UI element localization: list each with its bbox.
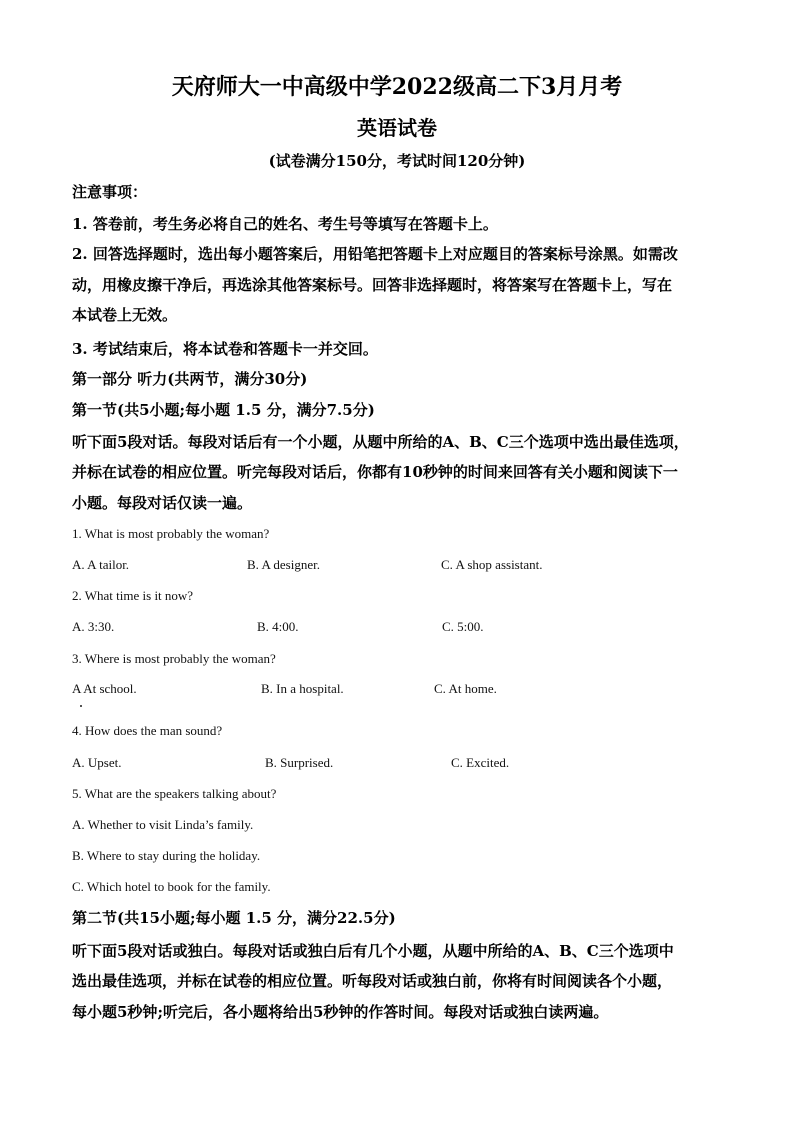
exam-title: 天府师大一中高级中学2022级高二下3月月考 — [171, 74, 623, 100]
question-text: 1. What is most probably the woman? — [72, 526, 270, 541]
option-c: C. At home. — [434, 681, 497, 696]
section1-heading: 第一节(共5小题;每小题 1.5 分，满分7.5分) — [72, 401, 375, 419]
option-b: B. A designer. — [247, 557, 320, 572]
section2-instruction: 每小题5秒钟;听完后，各小题将给出5秒钟的作答时间。每段对话或独白读两遍。 — [72, 1003, 609, 1021]
section2-instruction: 选出最佳选项，并标在试卷的相应位置。听每段对话或独白前，你将有时间阅读各个小题， — [72, 972, 673, 990]
section2-heading: 第二节(共15小题;每小题 1.5 分，满分22.5分) — [72, 909, 396, 927]
section1-instruction: 小题。每段对话仅读一遍。 — [72, 494, 253, 512]
note-item: 2. 回答选择题时，选出每小题答案后，用铅笔把答题卡上对应题目的答案标号涂黑。如需改 — [72, 245, 678, 263]
note-item: 3. 考试结束后，将本试卷和答题卡一并交回。 — [72, 340, 378, 358]
option-a: A. Upset. — [72, 755, 122, 770]
question-text: 5. What are the speakers talking about? — [72, 786, 277, 801]
option-c: C. Which hotel to book for the family. — [72, 879, 271, 894]
question-text: 3. Where is most probably the woman? — [72, 651, 276, 666]
option-b: B. In a hospital. — [261, 681, 344, 696]
exam-info: (试卷满分150分，考试时间120分钟) — [268, 152, 526, 170]
option-b: B. Surprised. — [265, 755, 334, 770]
part1-heading: 第一部分 听力(共两节，满分30分) — [72, 370, 308, 388]
option-c: C. A shop assistant. — [441, 557, 543, 572]
option-c: C. Excited. — [451, 755, 510, 770]
note-item: 本试卷上无效。 — [72, 306, 178, 324]
question-text: 2. What time is it now? — [72, 588, 194, 603]
exam-subtitle: 英语试卷 — [357, 116, 437, 140]
stray-mark — [80, 705, 82, 707]
note-item: 动，用橡皮擦干净后，再选涂其他答案标号。回答非选择题时，将答案写在答题卡上，写在 — [72, 276, 673, 294]
option-a: A At school. — [72, 681, 137, 696]
question-text: 4. How does the man sound? — [72, 723, 223, 738]
section1-instruction: 听下面5段对话。每段对话后有一个小题，从题中所给的A、B、C三个选项中选出最佳选项， — [72, 433, 689, 451]
section2-instruction: 听下面5段对话或独白。每段对话或独白后有几个小题，从题中所给的A、B、C三个选项中 — [72, 942, 674, 960]
option-b: B. Where to stay during the holiday. — [72, 848, 261, 863]
notes-heading: 注意事项： — [72, 183, 148, 201]
option-a: A. Whether to visit Linda’s family. — [72, 817, 254, 832]
option-c: C. 5:00. — [442, 619, 484, 634]
option-a: A. A tailor. — [72, 557, 130, 572]
note-item: 1. 答卷前，考生务必将自己的姓名、考生号等填写在答题卡上。 — [72, 215, 498, 233]
option-a: A. 3:30. — [72, 619, 115, 634]
option-b: B. 4:00. — [257, 619, 299, 634]
section1-instruction: 并标在试卷的相应位置。听完每段对话后，你都有10秒钟的时间来回答有关小题和阅读下一 — [72, 463, 678, 481]
